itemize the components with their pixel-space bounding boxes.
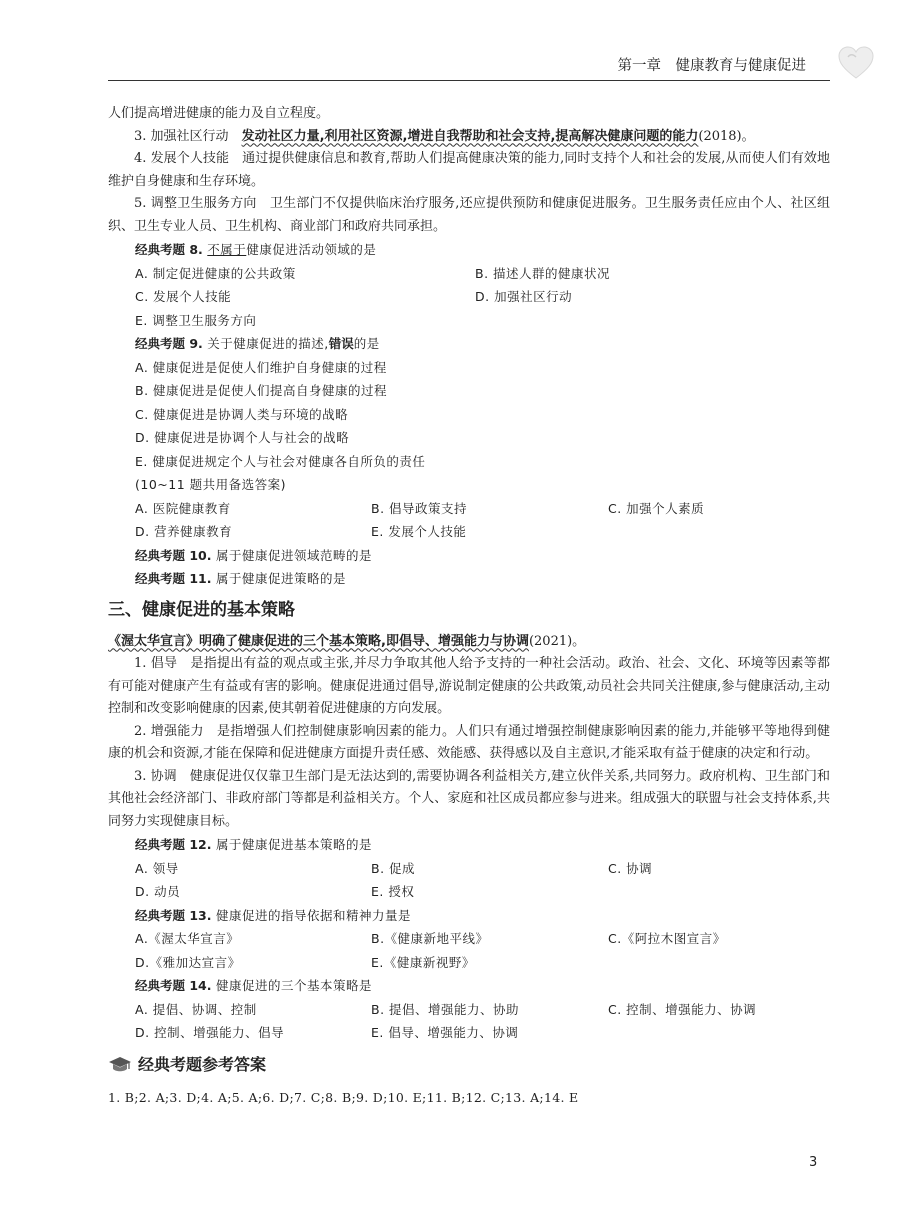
option: A. 领导 xyxy=(135,860,179,876)
option: E.《健康新视野》 xyxy=(371,954,475,970)
option: A. 制定促进健康的公共政策 xyxy=(135,265,296,281)
question-stem-end: 的是 xyxy=(353,336,380,351)
option: A. 健康促进是促使人们维护自身健康的过程 xyxy=(135,359,387,375)
option-row xyxy=(108,951,830,975)
question-label: 经典考题 12. xyxy=(135,837,212,852)
question-stem: 属于健康促进基本策略的是 xyxy=(215,837,372,852)
shared-options-note: (10~11 题共用备选答案) xyxy=(135,477,287,492)
option: B.《健康新地平线》 xyxy=(371,931,489,946)
heart-logo-icon xyxy=(836,44,876,84)
exam-year: (2021)。 xyxy=(528,633,586,649)
option-row xyxy=(108,857,830,881)
question-stem: 关于健康促进的描述, xyxy=(207,336,329,351)
option: B. 健康促进是促使人们提高自身健康的过程 xyxy=(135,383,388,398)
item-lead: 3. 加强社区行动 xyxy=(134,128,229,144)
key-point-wavy: 发动社区力量,利用社区资源,增进自我帮助和社会支持,提高解决健康问题的能力 xyxy=(241,128,699,144)
option-row xyxy=(108,309,830,333)
question-11 xyxy=(108,567,830,591)
option: D. 健康促进是协调个人与社会的战略 xyxy=(135,430,350,445)
option: A.《渥太华宣言》 xyxy=(135,931,240,946)
answers-heading xyxy=(108,1051,830,1079)
question-14 xyxy=(108,974,830,998)
option: B. 描述人群的健康状况 xyxy=(475,265,611,281)
option: C. 健康促进是协调人类与环境的战略 xyxy=(135,406,349,422)
option-row xyxy=(108,262,830,286)
option-row xyxy=(108,285,830,309)
key-point-wavy: 《渥太华宣言》明确了健康促进的三个基本策略,即倡导、增强能力与协调 xyxy=(108,633,529,649)
question-9 xyxy=(108,332,830,356)
option: A. 医院健康教育 xyxy=(135,500,231,516)
option-row xyxy=(108,880,830,904)
question-stem: 健康促进的指导依据和精神力量是 xyxy=(215,907,411,923)
option: D. 加强社区行动 xyxy=(475,289,573,304)
section-heading: 三、健康促进的基本策略 xyxy=(108,599,295,620)
page-content xyxy=(108,103,830,1109)
option-row xyxy=(108,520,830,544)
strategy-item-4: 4. 发展个人技能 通过提供健康信息和教育,帮助人们提高健康决策的能力,同时支持个人和社会的发展,从而使人们有效地维护自身健康和生存环境。 xyxy=(108,151,830,189)
option: C.《阿拉木图宣言》 xyxy=(608,931,726,946)
option: D. 动员 xyxy=(135,884,181,899)
option-row xyxy=(108,998,830,1022)
strategy-item-5: 5. 调整卫生服务方向 卫生部门不仅提供临床治疗服务,还应提供预防和健康促进服务。卫生服务责任应由个人、社区组织、卫生专业人员、卫生机构、商业部门和政府共同承担。 xyxy=(108,196,830,234)
page-header xyxy=(108,48,830,81)
option: A. 提倡、协调、控制 xyxy=(135,1001,257,1017)
question-emphasis: 不属于 xyxy=(207,242,247,257)
option-row xyxy=(108,497,830,521)
question-13 xyxy=(108,904,830,928)
continuation-text: 人们提高增进健康的能力及自立程度。 xyxy=(108,106,330,121)
question-label: 经典考题 9. xyxy=(135,336,203,351)
answers-title: 经典考题参考答案 xyxy=(138,1054,267,1074)
question-label: 经典考题 10. xyxy=(135,547,212,563)
option: B. 倡导政策支持 xyxy=(371,500,468,516)
question-stem: 属于健康促进领域范畴的是 xyxy=(215,547,372,563)
strategy-item-3 xyxy=(108,126,830,149)
graduation-cap-icon xyxy=(108,1055,132,1075)
question-stem: 健康促进活动领域的是 xyxy=(246,242,377,257)
option: C. 发展个人技能 xyxy=(135,289,232,304)
option: E. 调整卫生服务方向 xyxy=(135,312,257,328)
option: B. 促成 xyxy=(371,860,416,876)
page-number: 3 xyxy=(809,1155,818,1170)
chapter-title: 第一章 健康教育与健康促进 xyxy=(617,58,806,74)
question-emphasis: 错误 xyxy=(328,336,354,351)
question-label: 经典考题 14. xyxy=(135,978,212,993)
option: D. 控制、增强能力、倡导 xyxy=(135,1025,285,1040)
strategy-enabling: 2. 增强能力 是指增强人们控制健康影响因素的能力。人们只有通过增强控制健康影响因素的能力,并能够平等地得到健康的机会和资源,才能在保障和促进健康方面提升责任感、效能感、获得感以及自主意识,才能采取有益于健康的决定和行动。 xyxy=(108,723,830,761)
option: E. 授权 xyxy=(371,884,415,899)
question-label: 经典考题 13. xyxy=(135,907,212,923)
option-row xyxy=(108,1021,830,1045)
question-8 xyxy=(108,238,830,262)
option: E. 健康促进规定个人与社会对健康各自所负的责任 xyxy=(135,453,426,469)
question-label: 经典考题 8. xyxy=(135,242,203,257)
answer-key: 1. B;2. A;3. D;4. A;5. A;6. D;7. C;8. B;9. D;10. E;11. B;12. C;13. A;14. E xyxy=(108,1089,579,1105)
option: C. 控制、增强能力、协调 xyxy=(608,1001,757,1017)
exam-year: (2018)。 xyxy=(698,128,755,144)
question-label: 经典考题 11. xyxy=(135,571,212,586)
strategy-mediating: 3. 协调 健康促进仅仅靠卫生部门是无法达到的,需要协调各利益相关方,建立伙伴关系,共同努力。政府机构、卫生部门和其他社会经济部门、非政府部门等都是利益相关方。个人、家庭和社区成员都应参与进来。组成强大的联盟与社会支持体系,共同努力实现健康目标。 xyxy=(108,768,830,829)
question-12 xyxy=(108,833,830,857)
strategy-advocacy: 1. 倡导 是指提出有益的观点或主张,并尽力争取其他人给予支持的一种社会活动。政治、社会、文化、环境等因素等都有可能对健康产生有益或有害的影响。健康促进通过倡导,游说制定健康的公共政策,动员社会共同关注健康,参与健康活动,主动控制和改变影响健康的因素,使其朝着促进健康的方向发展。 xyxy=(108,656,830,716)
question-10 xyxy=(108,544,830,568)
question-stem: 健康促进的三个基本策略是 xyxy=(215,978,372,993)
option: C. 协调 xyxy=(608,860,653,876)
option: D.《雅加达宣言》 xyxy=(135,954,241,970)
option: D. 营养健康教育 xyxy=(135,524,233,539)
option: E. 发展个人技能 xyxy=(371,524,467,539)
option-row xyxy=(108,927,830,951)
option: E. 倡导、增强能力、协调 xyxy=(371,1025,519,1040)
option: C. 加强个人素质 xyxy=(608,500,705,516)
question-stem: 属于健康促进策略的是 xyxy=(215,571,346,586)
section-intro xyxy=(108,631,830,654)
option: B. 提倡、增强能力、协助 xyxy=(371,1001,520,1017)
